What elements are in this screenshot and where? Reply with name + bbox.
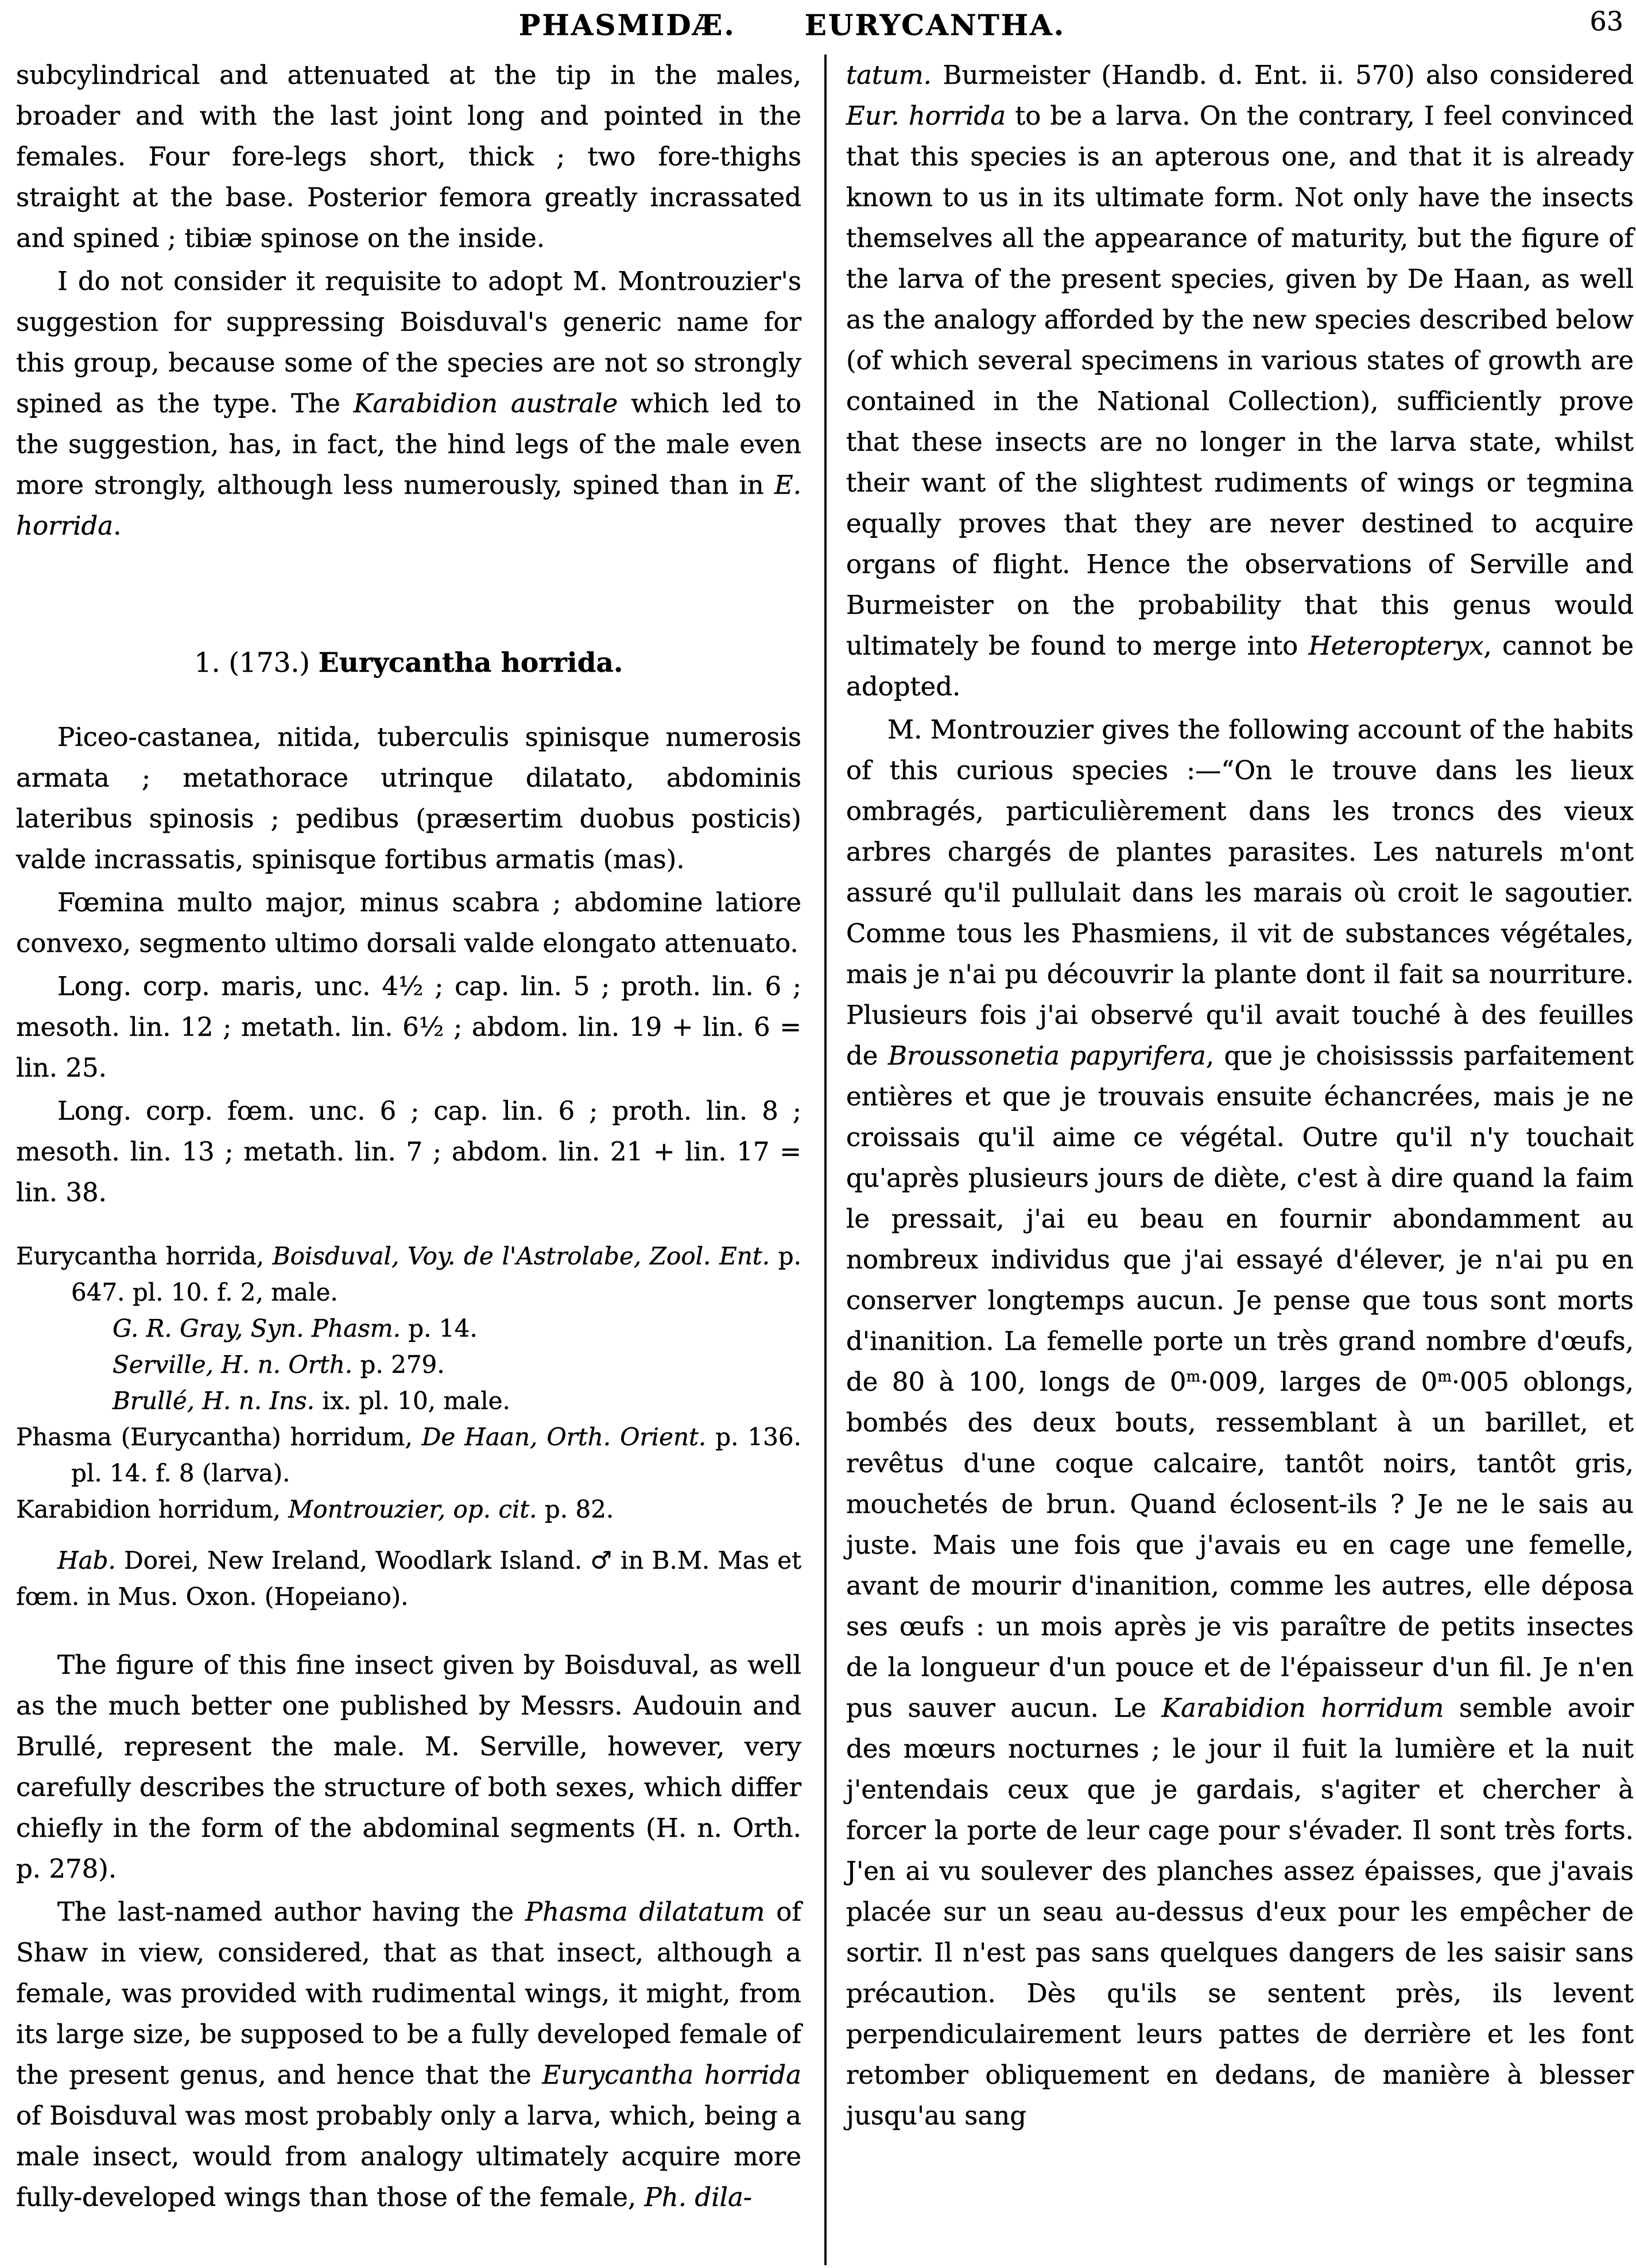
- text-run: Karabidion horridum: [1161, 1693, 1444, 1723]
- text-run: Fœmina multo major, minus scabra ; abdomine latiore convexo, segmento ultimo dorsali valde elongato attenuato.: [16, 887, 801, 958]
- text-run: The figure of this fine insect given by Boisduval, as well as the much better one published by Messrs. Audouin and Brullé, represent the male. M. Serville, however, very carefully describes the structure of both sexes, which differ chiefly in the form of the abdominal segments (H. n. Orth. p. 278).: [16, 1650, 801, 1884]
- text-run: ·005 oblongs, bombés des deux bouts, ressemblant à un barillet, et revêtus d'une coque calcaire, tantôt noirs, tantôt gris, mouchetés de brun. Quand éclosent-ils ? Je ne le sais au juste. Mais une fois que j'avais eu en cage une femelle, avant de mourir d'inanition, comme les autres, elle déposa ses œufs : un mois après je vis paraître de petits insectes de la longueur d'un pouce et de l'épaisseur d'un fil. Je n'en pus sauver aucun. Le: [846, 1367, 1634, 1723]
- text-run: Montrouzier, op. cit.: [288, 1495, 537, 1523]
- text-run: Hab.: [57, 1546, 116, 1574]
- text-run: Eurycantha horrida,: [16, 1242, 273, 1270]
- page-number: 63: [1590, 6, 1623, 37]
- text-run: p. 14.: [400, 1314, 478, 1342]
- text-run: p. 279.: [352, 1350, 445, 1379]
- paragraph: [16, 55, 801, 258]
- text-run: Piceo-castanea, nitida, tuberculis spinisque numerosis armata ; metathorace utrinque dilatato, abdominis lateribus spinosis ; pedibus (præsertim duobus posticis) valde incrassatis, spinisque fortibus armatis (mas).: [16, 722, 801, 874]
- text-run: m: [1186, 1368, 1201, 1385]
- text-run: subcylindrical and attenuated at the tip in the males, broader and with the last joint long and pointed in the females. Four fore-legs short, thick ; two fore-thighs straight at the base. Posterior femora greatly incrassated and spined ; tibiæ spinose on the inside.: [16, 60, 801, 253]
- text-run: to be a larva. On the contrary, I feel convinced that this species is an apterous one, and that it is already known to us in its ultimate form. Not only have the insects themselves all the appearance of maturity, but the figure of the larva of the present species, given by De Haan, as well as the analogy afforded by the new species described below (of which several specimens in various states of growth are contained in the National Collection), sufficiently prove that these insects are no longer in the larva state, whilst their want of the slightest rudiments of wings or tegmina equally proves that they are never destined to acquire organs of flight. Hence the observations of Serville and Burmeister on the probability that this genus would ultimately be found to merge into: [846, 100, 1634, 661]
- synonymy-entry: [16, 1346, 801, 1383]
- species-heading: [16, 643, 801, 683]
- synonymy-entry: [16, 1238, 801, 1310]
- text-run: Karabidion horridum,: [16, 1495, 289, 1523]
- text-run: E. horrida: [16, 470, 801, 541]
- text-run: tatum.: [846, 60, 932, 90]
- running-head-genus: EURYCANTHA.: [804, 8, 1066, 42]
- text-run: of Shaw in view, considered, that as that insect, although a female, was provided with rudimental wings, it might, from its large size, be supposed to be a fully developed female of the present genus, and hence that the: [16, 1897, 801, 2090]
- paragraph: [16, 717, 801, 880]
- paragraph: [16, 261, 801, 546]
- text-run: p. 136. pl. 14. f. 8 (larva).: [71, 1423, 801, 1487]
- left-column: [16, 55, 801, 2220]
- paragraph: [16, 882, 801, 963]
- text-run: Brullé, H. n. Ins.: [113, 1387, 315, 1415]
- text-run: Burmeister (Handb. d. Ent. ii. 570) also considered: [931, 60, 1634, 90]
- text-run: semble avoir des mœurs nocturnes ; le jour il fuit la lumière et la nuit j'entendais ceux que je gardais, s'agiter et chercher à forcer la porte de leur cage pour s'évader. Il sont très forts. J'en ai vu soulever des planches assez épaisses, que j'avais placée sur un seau au-dessus d'eux pour les empêcher de sortir. Il n'est pas sans quelques dangers de les saisir sans précaution. Dès qu'ils se sentent près, ils levent perpendiculairement leurs pattes de derrière et les font retomber obliquement en dedans, de manière à blesser jusqu'au sang: [846, 1693, 1634, 2131]
- text-run: .: [113, 510, 122, 541]
- text-run: , que je choisisssis parfaitement entières et que je trouvais ensuite échancrées, mais je ne croissais qu'il aime ce végétal. Outre qu'il n'y touchait qu'après plusieurs jours de diète, c'est à dire quand la faim le pressait, j'ai eu beau en fournir abondamment au nombreux individus que j'ai essayé d'élever, je n'ai pu en conserver longtemps aucun. Je pense que tous sont morts d'inanition. La femelle porte un très grand nombre d'œufs, de 80 à 100, longs de 0: [846, 1040, 1634, 1397]
- text-run: Phasma dilatatum: [525, 1897, 765, 1927]
- text-run: p. 647. pl. 10. f. 2, male.: [71, 1242, 801, 1306]
- text-run: I do not consider it requisite to adopt M. Montrouzier's suggestion for suppressing Boisduval's generic name for this group, because some of the species are not so strongly spined as the type. The: [16, 266, 801, 419]
- text-run: , cannot be adopted.: [846, 630, 1634, 702]
- synonymy-entry: [16, 1310, 801, 1346]
- column-divider: [824, 55, 827, 2265]
- text-run: The last-named author having the: [57, 1897, 525, 1927]
- text-run: Heteropteryx: [1308, 630, 1484, 661]
- text-run: Eur. horrida: [846, 100, 1006, 131]
- paragraph: [16, 1644, 801, 1889]
- text-run: p. 82.: [537, 1495, 614, 1523]
- running-head-family: PHASMIDÆ.: [518, 8, 736, 42]
- synonymy-entry: [16, 1491, 801, 1527]
- text-run: Karabidion australe: [353, 388, 618, 419]
- text-run: 1. (173.): [194, 647, 319, 679]
- paragraph: [846, 55, 1634, 707]
- text-run: Phasma (Eurycantha) horridum,: [16, 1423, 422, 1451]
- text-run: of Boisduval was most probably only a larva, which, being a male insect, would from analogy ultimately acquire more fully-developed wings than those of the female,: [16, 2100, 801, 2212]
- text-run: Eurycantha horrida.: [318, 647, 623, 679]
- paragraph: [16, 1891, 801, 2217]
- text-run: G. R. Gray, Syn. Phasm.: [113, 1314, 401, 1342]
- synonymy-entry: [16, 1542, 801, 1615]
- text-run: m: [1437, 1368, 1452, 1385]
- text-run: Serville, H. n. Orth.: [113, 1350, 353, 1379]
- text-run: Long. corp. fœm. unc. 6 ; cap. lin. 6 ; proth. lin. 8 ; mesoth. lin. 13 ; metath. lin. 7 ; abdom. lin. 21 + lin. 17 = lin. 38.: [16, 1096, 801, 1207]
- text-run: Ph. dila-: [644, 2182, 753, 2212]
- right-column: [846, 55, 1634, 2138]
- paragraph: [846, 709, 1634, 2136]
- text-run: ix. pl. 10, male.: [315, 1387, 510, 1415]
- text-run: Eurycantha horrida: [542, 2060, 801, 2090]
- paragraph: [16, 1090, 801, 1213]
- text-run: which led to the suggestion, has, in fact, the hind legs of the male even more strongly, although less numerously, spined than in: [16, 388, 801, 500]
- text-run: De Haan, Orth. Orient.: [421, 1423, 707, 1451]
- running-head: [0, 8, 1584, 42]
- text-run: Long. corp. maris, unc. 4½ ; cap. lin. 5 ; proth. lin. 6 ; mesoth. lin. 12 ; metath. lin. 6½ ; abdom. lin. 19 + lin. 6 = lin. 25.: [16, 971, 801, 1083]
- paragraph: [16, 966, 801, 1088]
- text-run: Broussonetia papyrifera: [887, 1040, 1206, 1071]
- text-run: Dorei, New Ireland, Woodlark Island. ♂ in B.M. Mas et fœm. in Mus. Oxon. (Hopeiano).: [16, 1546, 801, 1611]
- text-run: Boisduval, Voy. de l'Astrolabe, Zool. Ent.: [272, 1242, 770, 1270]
- text-run: M. Montrouzier gives the following account of the habits of this curious species :—“On le trouve dans les lieux ombragés, particulièrement dans les troncs des vieux arbres chargés de plantes parasites. Les naturels m'ont assuré qu'il pullulait dans les marais où croit le sagoutier. Comme tous les Phasmiens, il vit de substances végétales, mais je n'ai pu découvrir la plante dont il fait sa nourriture. Plusieurs fois j'ai observé qu'il avait touché à des feuilles de: [846, 714, 1634, 1071]
- synonymy-entry: [16, 1383, 801, 1419]
- text-run: ·009, larges de 0: [1200, 1367, 1438, 1397]
- synonymy-entry: [16, 1419, 801, 1491]
